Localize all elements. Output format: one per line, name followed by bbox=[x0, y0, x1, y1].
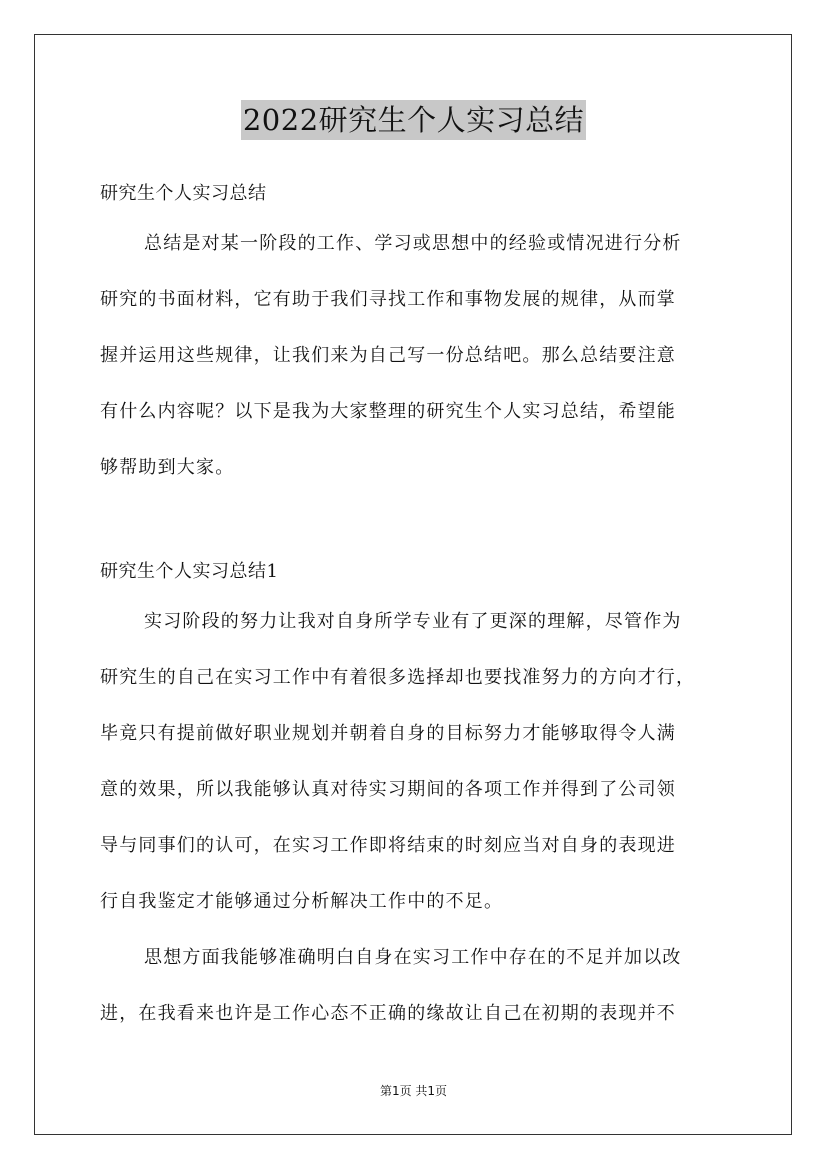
paragraph-line: 导与同事们的认可，在实习工作即将结束的时刻应当对自身的表现进 bbox=[100, 835, 676, 856]
document-subtitle: 研究生个人实习总结 bbox=[100, 183, 267, 204]
page-footer: 第1页 共1页 bbox=[379, 1084, 448, 1098]
intro-line: 总结是对某一阶段的工作、学习或思想中的经验或情况进行分析 bbox=[144, 233, 682, 254]
paragraph-line: 意的效果，所以我能够认真对待实习期间的各项工作并得到了公司领 bbox=[100, 779, 676, 800]
section-paragraph-2 bbox=[100, 930, 730, 1042]
document-title: 2022研究生个人实习总结 bbox=[241, 100, 586, 140]
paragraph-line: 行自我鉴定才能够通过分析解决工作中的不足。 bbox=[100, 891, 504, 912]
section-heading: 研究生个人实习总结1 bbox=[100, 561, 279, 582]
paragraph-line: 进，在我看来也许是工作心态不正确的缘故让自己在初期的表现并不 bbox=[100, 1003, 676, 1024]
intro-paragraph bbox=[100, 216, 730, 496]
intro-line: 有什么内容呢？以下是我为大家整理的研究生个人实习总结，希望能 bbox=[100, 401, 676, 422]
section-paragraph-1 bbox=[100, 594, 730, 930]
paragraph-line: 毕竟只有提前做好职业规划并朝着自身的目标努力才能够取得令人满 bbox=[100, 723, 676, 744]
intro-line: 研究的书面材料，它有助于我们寻找工作和事物发展的规律，从而掌 bbox=[100, 289, 676, 310]
paragraph-line: 实习阶段的努力让我对自身所学专业有了更深的理解，尽管作为 bbox=[144, 611, 682, 632]
paragraph-line: 研究生的自己在实习工作中有着很多选择却也要找准努力的方向才行， bbox=[100, 667, 696, 688]
intro-line: 握并运用这些规律，让我们来为自己写一份总结吧。那么总结要注意 bbox=[100, 345, 676, 366]
title-container bbox=[0, 100, 827, 140]
spacer bbox=[100, 496, 730, 550]
document-body bbox=[100, 172, 730, 1042]
intro-line: 够帮助到大家。 bbox=[100, 457, 235, 478]
paragraph-line: 思想方面我能够准确明白自身在实习工作中存在的不足并加以改 bbox=[144, 947, 682, 968]
